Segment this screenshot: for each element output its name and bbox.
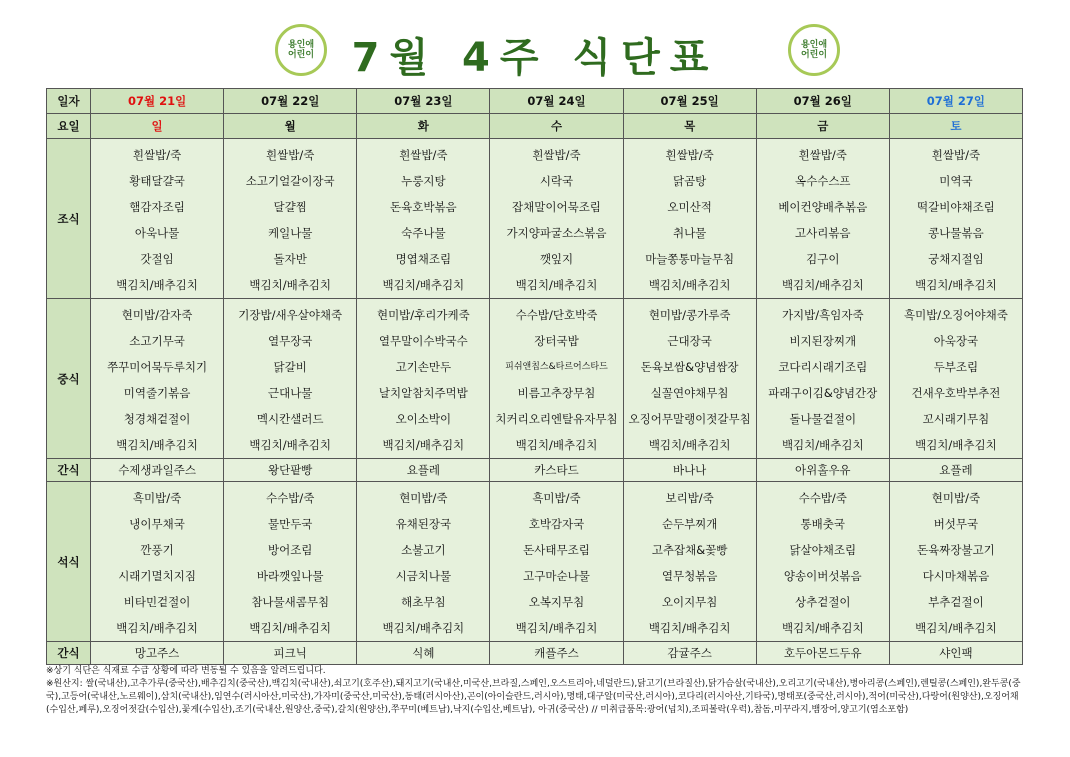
menu-item: 궁채지절임	[928, 252, 984, 266]
breakfast-cell	[91, 139, 224, 299]
menu-item: 백김치/배추김치	[116, 621, 198, 635]
menu-item: 백김치/배추김치	[915, 278, 997, 292]
menu-item: 케일나물	[267, 226, 313, 240]
breakfast-row	[47, 139, 1023, 299]
menu-item: 꼬시래기무침	[922, 412, 990, 426]
menu-item: 아욱장국	[933, 334, 979, 348]
lunch-label: 중식	[47, 299, 91, 459]
dinner-cell	[756, 482, 889, 642]
snack2-cell: 캐플주스	[490, 642, 623, 665]
menu-item: 버섯무국	[933, 517, 979, 531]
menu-item: 콩나물볶음	[928, 226, 984, 240]
menu-item: 치커리오리엔탈유자무침	[495, 412, 618, 426]
menu-item: 멕시칸샐러드	[256, 412, 324, 426]
menu-item: 현미밥/죽	[399, 491, 448, 505]
menu-item: 돈사태무조림	[523, 543, 590, 557]
menu-item: 쭈꾸미어묵두루치기	[107, 360, 208, 374]
menu-item: 백김치/배추김치	[781, 278, 864, 292]
menu-item: 비타민겉절이	[123, 595, 191, 609]
menu-item: 비름고추장무침	[517, 386, 596, 400]
snack2-cell: 감귤주스	[623, 642, 756, 665]
menu-item: 백김치/배추김치	[249, 621, 332, 635]
day-cell: 월	[224, 114, 357, 139]
date-label: 일자	[47, 89, 91, 114]
dinner-cell	[224, 482, 357, 642]
menu-item: 날치알참치주먹밥	[378, 386, 468, 400]
menu-item: 백김치/배추김치	[116, 278, 198, 292]
menu-item: 백김치/배추김치	[648, 438, 731, 452]
menu-item: 흰쌀밥/죽	[399, 148, 448, 162]
menu-item: 오미산적	[667, 200, 712, 214]
date-cell: 07월 21일	[91, 89, 224, 114]
day-row	[47, 114, 1023, 139]
menu-item: 숙주나물	[401, 226, 446, 240]
page-header	[0, 0, 1070, 88]
menu-item: 양송이버섯볶음	[783, 569, 862, 583]
menu-item: 오징어무말랭이젓갈무침	[628, 412, 751, 426]
snack-cell: 카스타드	[490, 459, 623, 482]
menu-item: 닭곰탕	[672, 174, 707, 188]
menu-item: 바라깻잎나물	[256, 569, 324, 583]
snack2-cell: 피크닉	[224, 642, 357, 665]
dinner-cell	[490, 482, 623, 642]
snack-label: 간식	[47, 459, 91, 482]
menu-item: 닭살야채조림	[789, 543, 857, 557]
lunch-cell	[224, 299, 357, 459]
date-cell: 07월 22일	[224, 89, 357, 114]
menu-table	[46, 88, 1023, 665]
menu-item: 소불고기	[401, 543, 446, 557]
menu-item: 코다리시래기조림	[778, 360, 868, 374]
dinner-row	[47, 482, 1023, 642]
menu-item: 흰쌀밥/죽	[132, 148, 182, 162]
menu-item: 근대장국	[667, 334, 712, 348]
lunch-cell	[889, 299, 1022, 459]
menu-item: 갓절임	[140, 252, 174, 266]
menu-item: 시래기멸치지짐	[118, 569, 196, 583]
breakfast-cell	[889, 139, 1022, 299]
menu-item: 마늘쫑통마늘무침	[645, 252, 735, 266]
menu-item: 흰쌀밥/죽	[931, 148, 981, 162]
notice-text: ※상기 식단은 식재료 수급 상황에 따라 변동될 수 있음을 알려드립니다.	[46, 666, 326, 676]
menu-item: 근대나물	[267, 386, 313, 400]
snack2-label: 간식	[47, 642, 91, 665]
menu-item: 백김치/배추김치	[515, 278, 598, 292]
menu-item: 상추겉절이	[795, 595, 851, 609]
snack-cell: 수제생과일주스	[91, 459, 224, 482]
menu-item: 닭갈비	[273, 360, 307, 374]
menu-item: 흑미밥/오징어야채죽	[903, 308, 1008, 322]
lunch-cell	[357, 299, 490, 459]
menu-item: 황태달걀국	[129, 174, 185, 188]
menu-item: 비지된장찌개	[789, 334, 857, 348]
menu-item: 백김치/배추김치	[249, 438, 332, 452]
menu-item: 백김치/배추김치	[382, 438, 465, 452]
snack-row	[47, 459, 1023, 482]
dinner-cell	[357, 482, 490, 642]
day-cell: 일	[91, 114, 224, 139]
menu-item: 백김치/배추김치	[249, 278, 332, 292]
dinner-cell	[91, 482, 224, 642]
lunch-cell	[490, 299, 623, 459]
day-cell: 금	[756, 114, 889, 139]
menu-item: 백김치/배추김치	[781, 621, 864, 635]
menu-item: 파래구이김&양념간장	[768, 386, 878, 400]
menu-item: 김구이	[806, 252, 840, 266]
page-title: 7월 4주 식단표	[351, 35, 719, 81]
menu-item: 백김치/배추김치	[648, 278, 731, 292]
menu-item: 고사리볶음	[795, 226, 851, 240]
date-cell: 07월 24일	[490, 89, 623, 114]
menu-item: 달걀찜	[273, 200, 307, 214]
menu-item: 돈육짜장불고기	[917, 543, 995, 557]
snack2-row	[47, 642, 1023, 665]
menu-item: 시락국	[539, 174, 574, 188]
menu-item: 유채된장국	[395, 517, 452, 531]
menu-item: 돈육호박볶음	[390, 200, 457, 214]
menu-item: 청경채겉절이	[123, 412, 191, 426]
menu-item: 아욱나물	[134, 226, 180, 240]
date-row	[47, 89, 1023, 114]
menu-item: 호박감자국	[528, 517, 585, 531]
day-cell: 수	[490, 114, 623, 139]
lunch-cell	[623, 299, 756, 459]
snack-cell: 요플레	[357, 459, 490, 482]
menu-item: 흰쌀밥/죽	[532, 148, 581, 162]
menu-item: 방어조림	[267, 543, 313, 557]
origin-text: ※원산지: 쌀(국내산),고추가루(중국산),배추김치(중국산),백김치(국내산),쇠고기(호주산),돼지고기(국내산,미국산,브라질,스페인,오스트리아,네덜란드),닭고기(브라질산),닭가슴살(국내산),오리고기(국내산),병아리콩(스페인),렌틸콩(스페인),완두콩(중국),고등어(국내산,노르웨이),삼치(국내산),임연수(러시아산,미국산),가자미(중국산,미국산),동태(러시아산),곤이(아이슬란드,러시아),명태,대구알(미국산,러시아),코다리(러시아산,기타국),명태포(중국산,러시아),적어(미국산),다랑어(원양산),오징어채(수입산,페루),오징어젓갈(수입산),꽃게(수입산),조기(국내산,원양산,중국),갈치(원양산),쭈꾸미(베트남),낙지(수입산,베트남), 아귀(중국산) // 미취급품목:광어(넙치),조피볼락(우럭),참돔,미꾸라지,뱀장어,양고기(염소포함)	[46, 679, 1021, 715]
menu-item: 현미밥/콩가루죽	[648, 308, 731, 322]
menu-item: 잡채말이어묵조림	[512, 200, 601, 214]
menu-item: 베이컨양배추볶음	[778, 200, 868, 214]
menu-item: 기장밥/새우살야채죽	[238, 308, 343, 322]
wreath-logo-icon: 용인애 어린이	[275, 24, 327, 76]
menu-item: 다시마채볶음	[922, 569, 990, 583]
menu-item: 부추겉절이	[928, 595, 984, 609]
breakfast-cell	[623, 139, 756, 299]
menu-item: 소고기무국	[129, 334, 185, 348]
snack-cell: 바나나	[623, 459, 756, 482]
menu-item: 미역줄기볶음	[123, 386, 191, 400]
menu-item: 장터국밥	[534, 334, 579, 348]
menu-item: 흑미밥/죽	[132, 491, 182, 505]
menu-item: 참나물새콤무침	[251, 595, 330, 609]
menu-item: 열무청볶음	[661, 569, 718, 583]
menu-item: 현미밥/감자죽	[121, 308, 193, 322]
menu-item: 해초무침	[401, 595, 446, 609]
menu-item: 백김치/배추김치	[382, 621, 465, 635]
snack2-cell: 망고주스	[91, 642, 224, 665]
menu-item: 백김치/배추김치	[515, 438, 598, 452]
menu-item: 가지양파굴소스볶음	[506, 226, 607, 240]
day-cell: 토	[889, 114, 1022, 139]
menu-item: 백김치/배추김치	[915, 438, 997, 452]
menu-item: 흰쌀밥/죽	[798, 148, 847, 162]
menu-item: 시금치나물	[395, 569, 452, 583]
date-cell: 07월 25일	[623, 89, 756, 114]
menu-item: 백김치/배추김치	[116, 438, 198, 452]
menu-item: 누룽지탕	[401, 174, 446, 188]
dinner-cell	[889, 482, 1022, 642]
menu-item: 돈육보쌈&양념쌈장	[640, 360, 739, 374]
menu-item: 소고기얼갈이장국	[245, 174, 335, 188]
menu-item: 옥수수스프	[795, 174, 851, 188]
menu-item: 고기손만두	[395, 360, 452, 374]
date-cell: 07월 26일	[756, 89, 889, 114]
menu-item: 통배춧국	[800, 517, 845, 531]
menu-item: 수수밥/죽	[798, 491, 847, 505]
menu-item: 보리밥/죽	[665, 491, 714, 505]
menu-item: 오이소박이	[395, 412, 452, 426]
day-cell: 화	[357, 114, 490, 139]
breakfast-cell	[224, 139, 357, 299]
menu-item: 실꼴연야채무침	[650, 386, 729, 400]
menu-item: 열무말이수박국수	[378, 334, 468, 348]
menu-item: 흰쌀밥/죽	[266, 148, 315, 162]
snack2-cell: 식혜	[357, 642, 490, 665]
menu-item: 수수밥/죽	[266, 491, 315, 505]
menu-item: 떡갈비야채조림	[917, 200, 995, 214]
menu-item: 돌나물겉절이	[789, 412, 857, 426]
menu-item: 두부조림	[933, 360, 979, 374]
menu-item: 냉이무채국	[129, 517, 185, 531]
day-label: 요일	[47, 114, 91, 139]
menu-item: 현미밥/후리가케죽	[376, 308, 470, 322]
menu-item: 미역국	[939, 174, 973, 188]
menu-item: 백김치/배추김치	[382, 278, 465, 292]
menu-item: 햄감자조림	[129, 200, 185, 214]
menu-item: 흰쌀밥/죽	[665, 148, 714, 162]
breakfast-cell	[490, 139, 623, 299]
menu-item: 명엽채조림	[395, 252, 452, 266]
menu-item: 물만두국	[267, 517, 313, 531]
menu-item: 고추잡채&꽃빵	[651, 543, 728, 557]
dinner-cell	[623, 482, 756, 642]
menu-item: 백김치/배추김치	[915, 621, 997, 635]
menu-item: 흑미밥/죽	[532, 491, 581, 505]
menu-item: 오이지무침	[661, 595, 718, 609]
menu-item: 깐풍기	[140, 543, 174, 557]
breakfast-cell	[756, 139, 889, 299]
menu-item: 피쉬앤칩스&타르어스타드	[505, 362, 608, 372]
menu-item: 건새우호박부추전	[911, 386, 1001, 400]
breakfast-cell	[357, 139, 490, 299]
menu-item: 오복지무침	[528, 595, 585, 609]
date-cell: 07월 27일	[889, 89, 1022, 114]
menu-item: 백김치/배추김치	[781, 438, 864, 452]
menu-item: 백김치/배추김치	[648, 621, 731, 635]
menu-item: 고구마순나물	[523, 569, 590, 583]
menu-item: 수수밥/단호박죽	[515, 308, 598, 322]
day-cell: 목	[623, 114, 756, 139]
snack2-cell: 호두아몬드두유	[756, 642, 889, 665]
snack-cell: 아위홀우유	[756, 459, 889, 482]
snack-cell: 요플레	[889, 459, 1022, 482]
breakfast-label: 조식	[47, 139, 91, 299]
date-cell: 07월 23일	[357, 89, 490, 114]
menu-item: 돌자반	[273, 252, 307, 266]
lunch-cell	[756, 299, 889, 459]
menu-item: 백김치/배추김치	[515, 621, 598, 635]
lunch-cell	[91, 299, 224, 459]
notes	[46, 665, 1026, 717]
menu-item: 순두부찌개	[661, 517, 718, 531]
menu-item: 취나물	[672, 226, 707, 240]
lunch-row	[47, 299, 1023, 459]
snack-cell: 왕단팥빵	[224, 459, 357, 482]
wreath-logo-icon: 용인애 어린이	[788, 24, 840, 76]
menu-item: 가지밥/흑임자죽	[781, 308, 864, 322]
menu-item: 현미밥/죽	[931, 491, 981, 505]
menu-item: 열무장국	[267, 334, 313, 348]
dinner-label: 석식	[47, 482, 91, 642]
menu-item: 깻잎지	[539, 252, 574, 266]
snack2-cell: 샤인팩	[889, 642, 1022, 665]
